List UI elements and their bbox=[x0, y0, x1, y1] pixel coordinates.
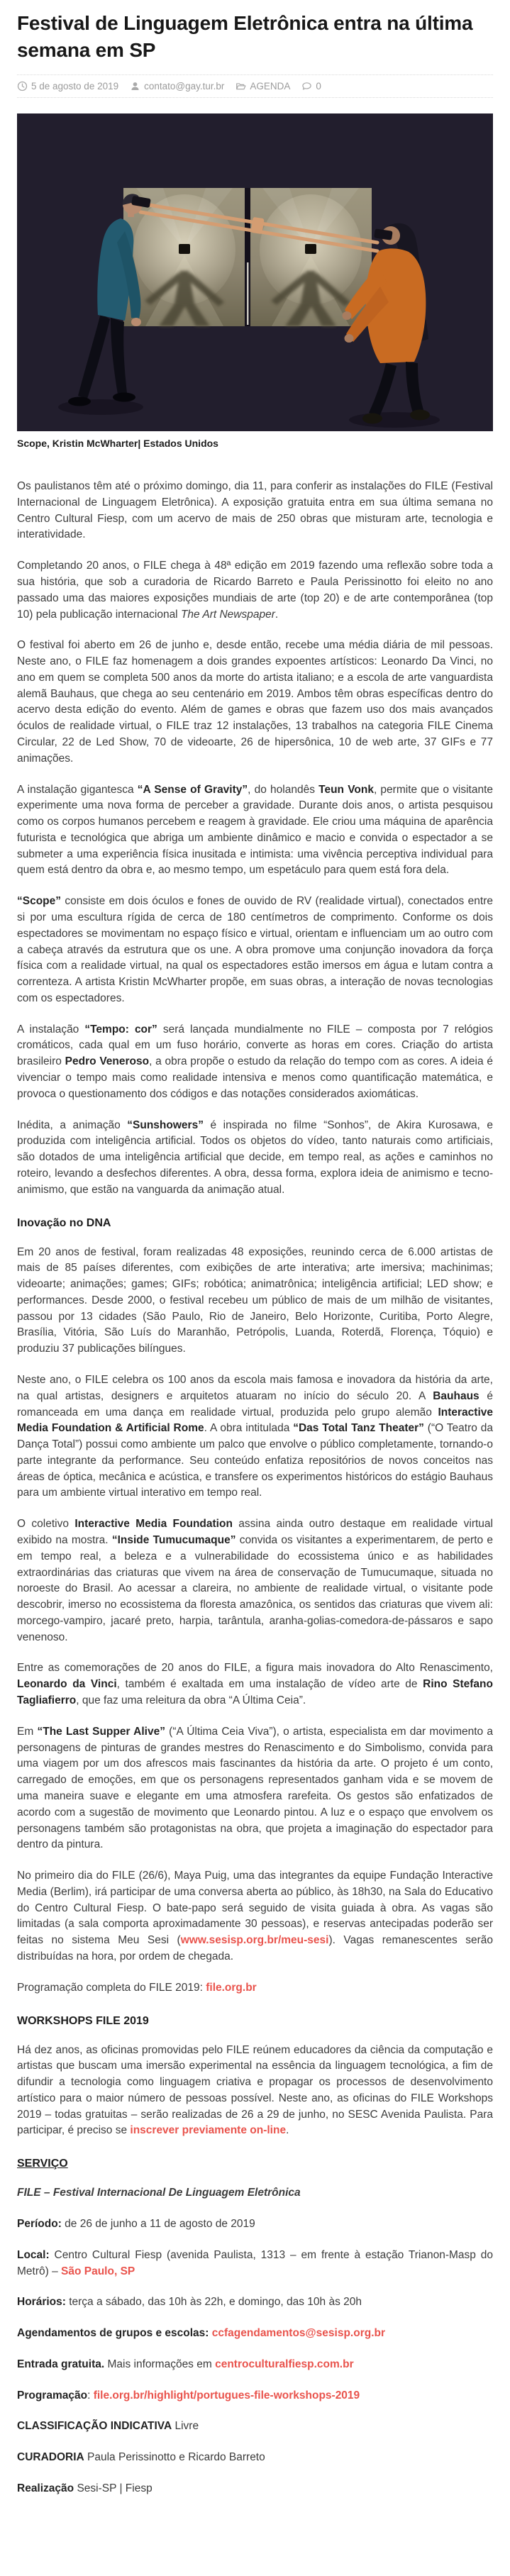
paragraph-leonardo bbox=[17, 1660, 493, 1709]
paragraph-intro bbox=[17, 479, 493, 543]
text-segment: Entre as comemorações de 20 anos do FILE, a figura mais inovadora do Alto Renascimento, bbox=[17, 1662, 493, 1675]
paragraph-workshops bbox=[17, 2043, 493, 2140]
text-segment: Mais informações em bbox=[104, 2358, 216, 2370]
text-segment: Paula Perissinotto e Ricardo Barreto bbox=[84, 2451, 265, 2464]
text-segment: é romanceada em uma dança em realidade virtual, produzida pelo grupo alemão bbox=[17, 1389, 493, 1419]
hero-image bbox=[17, 113, 493, 431]
text-segment: assina ainda outro destaque em realidade virtual exibido na mostra. bbox=[17, 1518, 493, 1546]
inline-link[interactable]: São Paulo, SP bbox=[61, 2265, 135, 2277]
paragraph-tumucumaque bbox=[17, 1516, 493, 1645]
text-segment: Em 20 anos de festival, foram realizadas 48 exposições, reunindo cerca de 6.000 artistas de mais de 85 países diferentes, com exibições de arte interativa; arte imersiva; machinimas; videoarte; animações; games; GIFs; robótica; animatrônica; inteligência artificial; LED show; e performances. Desde 2000, o festival recebeu um público de mais de um milhão de visitantes, passou por 13 cidades (São Paulo, Rio de Janeiro, Belo Horizonte, Curitiba, Porto Alegre, Brasília, Vitória, São Luís do Maranhão, Petrópolis, Luanda, Roterdã, Florença, Tóquio) e produziu 37 publicações bilíngues. bbox=[17, 1245, 493, 1355]
inline-link[interactable]: centroculturalfiesp.com.br bbox=[215, 2358, 354, 2370]
image-caption: Scope, Kristin McWharter| Estados Unidos bbox=[17, 438, 218, 450]
clock-icon bbox=[17, 81, 28, 91]
paragraph-curadoria bbox=[17, 2450, 493, 2466]
text-segment: (“O Teatro da Dança Total”) possui como ambiente um palco que envolve o público completamente, tornando-o parte integrante da performance. Seu conteúdo enfatiza repositórios de novos conceitos nas áreas de óptica, mecânica e acústica, e transfere os experimentos históricos do estágio Bauhaus para um ambiente virtual interativo em tempo real. bbox=[17, 1422, 494, 1499]
paragraph-horarios bbox=[17, 2294, 493, 2311]
heading-servico bbox=[17, 2158, 493, 2170]
text-segment: Realização bbox=[17, 2482, 74, 2495]
user-icon bbox=[130, 81, 140, 91]
text-segment: Programação bbox=[17, 2389, 88, 2402]
paragraph-agendamentos bbox=[17, 2326, 493, 2342]
article-body bbox=[17, 479, 493, 2497]
text-segment: , a obra propõe o estudo da relação do tempo com as cores. A ideia é vivenciar o tempo mais como realidade intensiva e menos como quantificação matemática, e provoca o questionamento dos códigos e das notações considerados axiomáticas. bbox=[17, 1055, 493, 1100]
paragraph-bauhaus bbox=[17, 1372, 493, 1501]
text-segment: Entrada gratuita. bbox=[17, 2358, 105, 2370]
post-comments-count: 0 bbox=[316, 81, 321, 92]
post-meta bbox=[17, 74, 493, 98]
text-segment: Interactive Media Foundation & Artificial Rome bbox=[17, 1406, 493, 1435]
text-segment: “Das Total Tanz Theater” bbox=[293, 1422, 424, 1435]
paragraph-servico-titulo bbox=[17, 2185, 493, 2202]
text-segment: A instalação gigantesca bbox=[17, 783, 138, 796]
text-segment: “The Last Supper Alive” bbox=[37, 1725, 165, 1738]
text-segment: Livre bbox=[172, 2420, 199, 2433]
inline-link[interactable]: www.sesisp.org.br/meu-sesi bbox=[180, 1934, 329, 1947]
text-segment: é inspirada no filme “Sonhos”, de Akira Kurosawa, e produzida com inteligência artificial. Todos os objetos do vídeo, tanto naturais como artificiais, são dotados de uma inteligência artificial que decide, em tempo real, as ações e caminhos no roteiro, levando a desfechos diferentes. A obra, dessa forma, explora ideia de animismo e tecno-animismo, que estão na vanguarda da animação atual. bbox=[17, 1118, 493, 1196]
projection-screens bbox=[123, 188, 372, 326]
inline-link[interactable]: file.org.br/highlight/portugues-file-workshops-2019 bbox=[93, 2389, 360, 2402]
text-segment: “Tempo: cor” bbox=[84, 1023, 157, 1036]
text-segment: No primeiro dia do FILE (26/6), Maya Puig, uma das integrantes da equipe Fundação Interactive Media (Berlim), irá participar de uma conversa aberta ao público, às 18h30, na Sala do Educativo do Centro Cultural Fiesp. O bate-papo será seguido de visita guiada à obra. As vagas são limitadas (a sala comporta aproximadamente 30 pessoas), e reservas antecipadas poderão ser feitas no sistema Meu Sesi ( bbox=[17, 1870, 493, 1947]
text-segment: Teun Vonk bbox=[318, 783, 374, 796]
text-segment: de 26 de junho a 11 de agosto de 2019 bbox=[65, 2218, 255, 2230]
paragraph-last-supper bbox=[17, 1724, 493, 1853]
text-segment: CLASSIFICAÇÃO INDICATIVA bbox=[17, 2420, 172, 2433]
text-segment: Os paulistanos têm até o próximo domingo, dia 11, para conferir as instalações do FILE (Festival Internacional de Linguagem Eletrônica). A exposição gratuita entra em sua última semana no Centro Cultural Fiesp, com um acervo de mais de 250 obras que misturam arte, tecnologia e interatividade. bbox=[17, 480, 493, 541]
paragraph-local bbox=[17, 2248, 493, 2280]
inline-link[interactable]: inscrever previamente on-line bbox=[130, 2124, 287, 2137]
post-category[interactable] bbox=[235, 81, 290, 91]
inline-link[interactable]: file.org.br bbox=[206, 1981, 257, 1994]
text-segment: . A obra intitulada bbox=[204, 1422, 294, 1435]
text-segment: Inédita, a animação bbox=[17, 1118, 128, 1131]
text-segment: Bauhaus bbox=[433, 1389, 479, 1402]
text-segment: The Art Newspaper bbox=[180, 608, 275, 621]
paragraph-tempo-cor bbox=[17, 1022, 493, 1103]
post-category-label: AGENDA bbox=[250, 81, 291, 92]
text-segment: Horários: bbox=[17, 2296, 66, 2309]
text-segment: Agendamentos de grupos e escolas: bbox=[17, 2327, 212, 2340]
text-segment: , que faz uma releitura da obra “A Última Ceia”. bbox=[76, 1694, 306, 1707]
text-segment: Leonardo da Vinci bbox=[17, 1678, 117, 1691]
paragraph-sunshowers bbox=[17, 1118, 493, 1199]
paragraph-realizacao bbox=[17, 2481, 493, 2497]
post-date bbox=[17, 81, 118, 91]
text-segment: “Scope” bbox=[17, 895, 62, 908]
rod-junction bbox=[250, 217, 264, 234]
paragraph-programacao-file bbox=[17, 1980, 493, 1997]
hero-figure bbox=[17, 113, 493, 449]
text-segment: convida os visitantes a experimentarem, de perto e em tempo real, a beleza e a vulnerabilidade do ecossistema único e as habilidades extraordinárias das criaturas que vivem na área de conservação de Tumucumaque, situada no noroeste do Brasil. Ao acessar a clareira, no ambiente de realidade virtual, o visitante pode descobrir, imerso no ecossistema da floresta amazônica, os sentidos das criaturas que vivem ali: morcego-vampiro, jacaré preto, harpia, tarântula, aranha-golias-comedora-de-pássaros e sapo venenoso. bbox=[17, 1534, 494, 1643]
paragraph-classificacao bbox=[17, 2419, 493, 2435]
text-segment: Local: bbox=[17, 2248, 50, 2261]
paragraph-abertura bbox=[17, 638, 493, 767]
heading-workshops bbox=[17, 2015, 493, 2028]
text-segment: CURADORIA bbox=[17, 2451, 84, 2464]
text-segment: Rino Stefano Tagliafierro bbox=[17, 1678, 493, 1707]
text-segment: Em bbox=[17, 1725, 38, 1738]
post-date-label: 5 de agosto de 2019 bbox=[31, 81, 119, 92]
post-comments[interactable] bbox=[301, 81, 321, 91]
text-segment: Inovação no DNA bbox=[17, 1216, 111, 1229]
paragraph-programacao-workshops bbox=[17, 2388, 493, 2404]
text-segment: Pedro Veneroso bbox=[65, 1055, 150, 1068]
paragraph-periodo bbox=[17, 2216, 493, 2233]
text-segment: “Sunshowers” bbox=[127, 1118, 204, 1131]
text-segment: consiste em dois óculos e fones de ouvido de RV (realidade virtual), conectados entre si por uma escultura rígida de cerca de 180 centímetros de comprimento. Conforme os dois espectadores se movimentam no espaço físico e virtual, orientam e influenciam um ao outro com a cabeça através da estrutura que os une. A obra promove uma conjunção inovadora da força física com a realidade virtual, na qual os espectadores estão imersos em água e lutam contra a correnteza. A artista Kristin McWharter propõe, em suas obras, a interação de novas tecnologias com os espectadores. bbox=[17, 895, 493, 1004]
paragraph-maya-puig bbox=[17, 1868, 493, 1965]
text-segment: (“A Última Ceia Viva”), o artista, especialista em dar movimento a personagens de pinturas de grandes mestres do Renascimento e do Simbolismo, convida para uma viagem por um dos afrescos mais fascinantes da história da arte. O projeto é um conto, carregado de emoções, em que os personagens representados ganham vida e se movem de uma maneira suave e elegante em uma atmosfera rarefeita. Os gestos são enfatizados de acordo com a sugestão de movimento que Leonardo pintou. A luz e o espaço que envolvem os personagens também são protagonistas na obra, que projeta a imaginação do espectador para dentro da pintura. bbox=[17, 1725, 493, 1851]
text-segment: será lançada mundialmente no FILE – composta por 7 relógios cromáticos, cada qual em um fuso horário, converte as horas em cores. Criação do artista brasileiro bbox=[17, 1023, 493, 1068]
text-segment: Centro Cultural Fiesp (avenida Paulista, 1313 – em frente à estação Trianon-Masp do Metrô) – bbox=[17, 2248, 493, 2277]
folder-icon bbox=[235, 81, 246, 91]
text-segment: : bbox=[87, 2389, 94, 2402]
text-segment: Há dez anos, as oficinas promovidas pelo FILE reúnem educadores da ciência da computação e artistas que buscam uma imersão experimental na essência da linguagem tecnológica, a fim de difundir a tecnologia como linguagem criativa e propagar os processos de desenvolvimento artístico para o maior número de pessoas possível. Neste ano, as oficinas do FILE Workshops 2019 – todas gratuitas – serão realizadas de 26 a 29 de junho, no SESC Avenida Paulista. Para participar, é preciso se bbox=[17, 2043, 493, 2137]
text-segment: A instalação bbox=[17, 1023, 85, 1036]
post-author-label: contato@gay.tur.br bbox=[144, 81, 225, 92]
text-segment: SERVIÇO bbox=[17, 2158, 68, 2170]
text-segment: “Inside Tumucumaque” bbox=[111, 1534, 236, 1546]
text-segment: Completando 20 anos, o FILE chega à 48ª edição em 2019 fazendo uma reflexão sobre toda a sua história, que sob a curadoria de Ricardo Barreto e Paula Perissinotto foi eleito no ano passado uma das maiores exposições mundiais de arte (top 20) e de arte contemporânea (top 10) pela publicação internacional bbox=[17, 560, 493, 621]
inline-link[interactable]: ccfagendamentos@sesisp.org.br bbox=[211, 2327, 386, 2340]
paragraph-scope bbox=[17, 894, 493, 1006]
text-segment: . bbox=[286, 2124, 289, 2137]
text-segment: , também é exaltada em uma instalação de vídeo arte de bbox=[116, 1678, 423, 1691]
text-segment: , do holandês bbox=[248, 783, 319, 796]
text-segment: WORKSHOPS FILE 2019 bbox=[17, 2014, 149, 2027]
text-segment: Programação completa do FILE 2019: bbox=[17, 1981, 206, 1994]
text-segment: terça a sábado, das 10h às 22h, e domingo, das 10h às 20h bbox=[65, 2296, 362, 2309]
post-author[interactable] bbox=[130, 81, 224, 91]
text-segment: ). Vagas remanescentes serão distribuídas na hora, por ordem de chegada. bbox=[17, 1934, 493, 1962]
text-segment: Sesi-SP | Fiesp bbox=[74, 2482, 153, 2495]
heading-inovacao bbox=[17, 1217, 493, 1230]
comment-icon bbox=[301, 81, 312, 91]
text-segment: O coletivo bbox=[17, 1518, 75, 1531]
paragraph-historico bbox=[17, 1245, 493, 1358]
paragraph-sense-of-gravity bbox=[17, 782, 493, 879]
page-title: Festival de Linguagem Eletrônica entra na última semana em SP bbox=[17, 12, 473, 61]
text-segment: Interactive Media Foundation bbox=[74, 1518, 233, 1531]
text-segment: Neste ano, o FILE celebra os 100 anos da escola mais famosa e inovadora da história da arte, na qual artistas, designers e arquitetos atuaram no início do século 20. A bbox=[17, 1373, 493, 1402]
text-segment: O festival foi aberto em 26 de junho e, desde então, recebe uma média diária de mil pessoas. Neste ano, o FILE faz homenagem a dois grandes expoentes artísticos: Leonardo Da Vinci, no ano em quem se completa 500 anos da morte do artista italiano; e a escola de arte vanguardista alemã Bauhaus, que chega ao seu centenário em 2019. Ambos têm obras específicas dentro do acervo desta edição do evento. Além de games e obras que fazem uso dos mais avançados óculos de realidade virtual, o FILE traz 12 instalações, 13 trabalhos na categoria FILE Cinema Circular, 22 de Led Show, 70 de videoarte, 26 de hipersônica, 10 de web arte, 37 GIFs e 77 animações. bbox=[17, 639, 493, 765]
paragraph-20-anos bbox=[17, 558, 493, 623]
paragraph-entrada bbox=[17, 2357, 493, 2373]
text-segment: FILE – Festival Internacional De Linguagem Eletrônica bbox=[17, 2187, 301, 2199]
text-segment: , permite que o visitante experimente uma nova forma de perceber a gravidade. Durante dois anos, o artista pesquisou como os corpos humanos percebem e reagem à gravidade. Ele criou uma máquina de aparência futurista e tecnológica que abriga um ambiente dinâmico e macio e convida o espectador a se submeter a uma experiência física inusitada e intimista: uma vivência perceptiva individual para quem está dentro da obra e, ao mesmo tempo, um espetáculo para quem está fora dela. bbox=[17, 783, 493, 877]
text-segment: . bbox=[275, 608, 279, 621]
text-segment: “A Sense of Gravity” bbox=[137, 783, 248, 796]
text-segment: Período: bbox=[17, 2218, 65, 2230]
